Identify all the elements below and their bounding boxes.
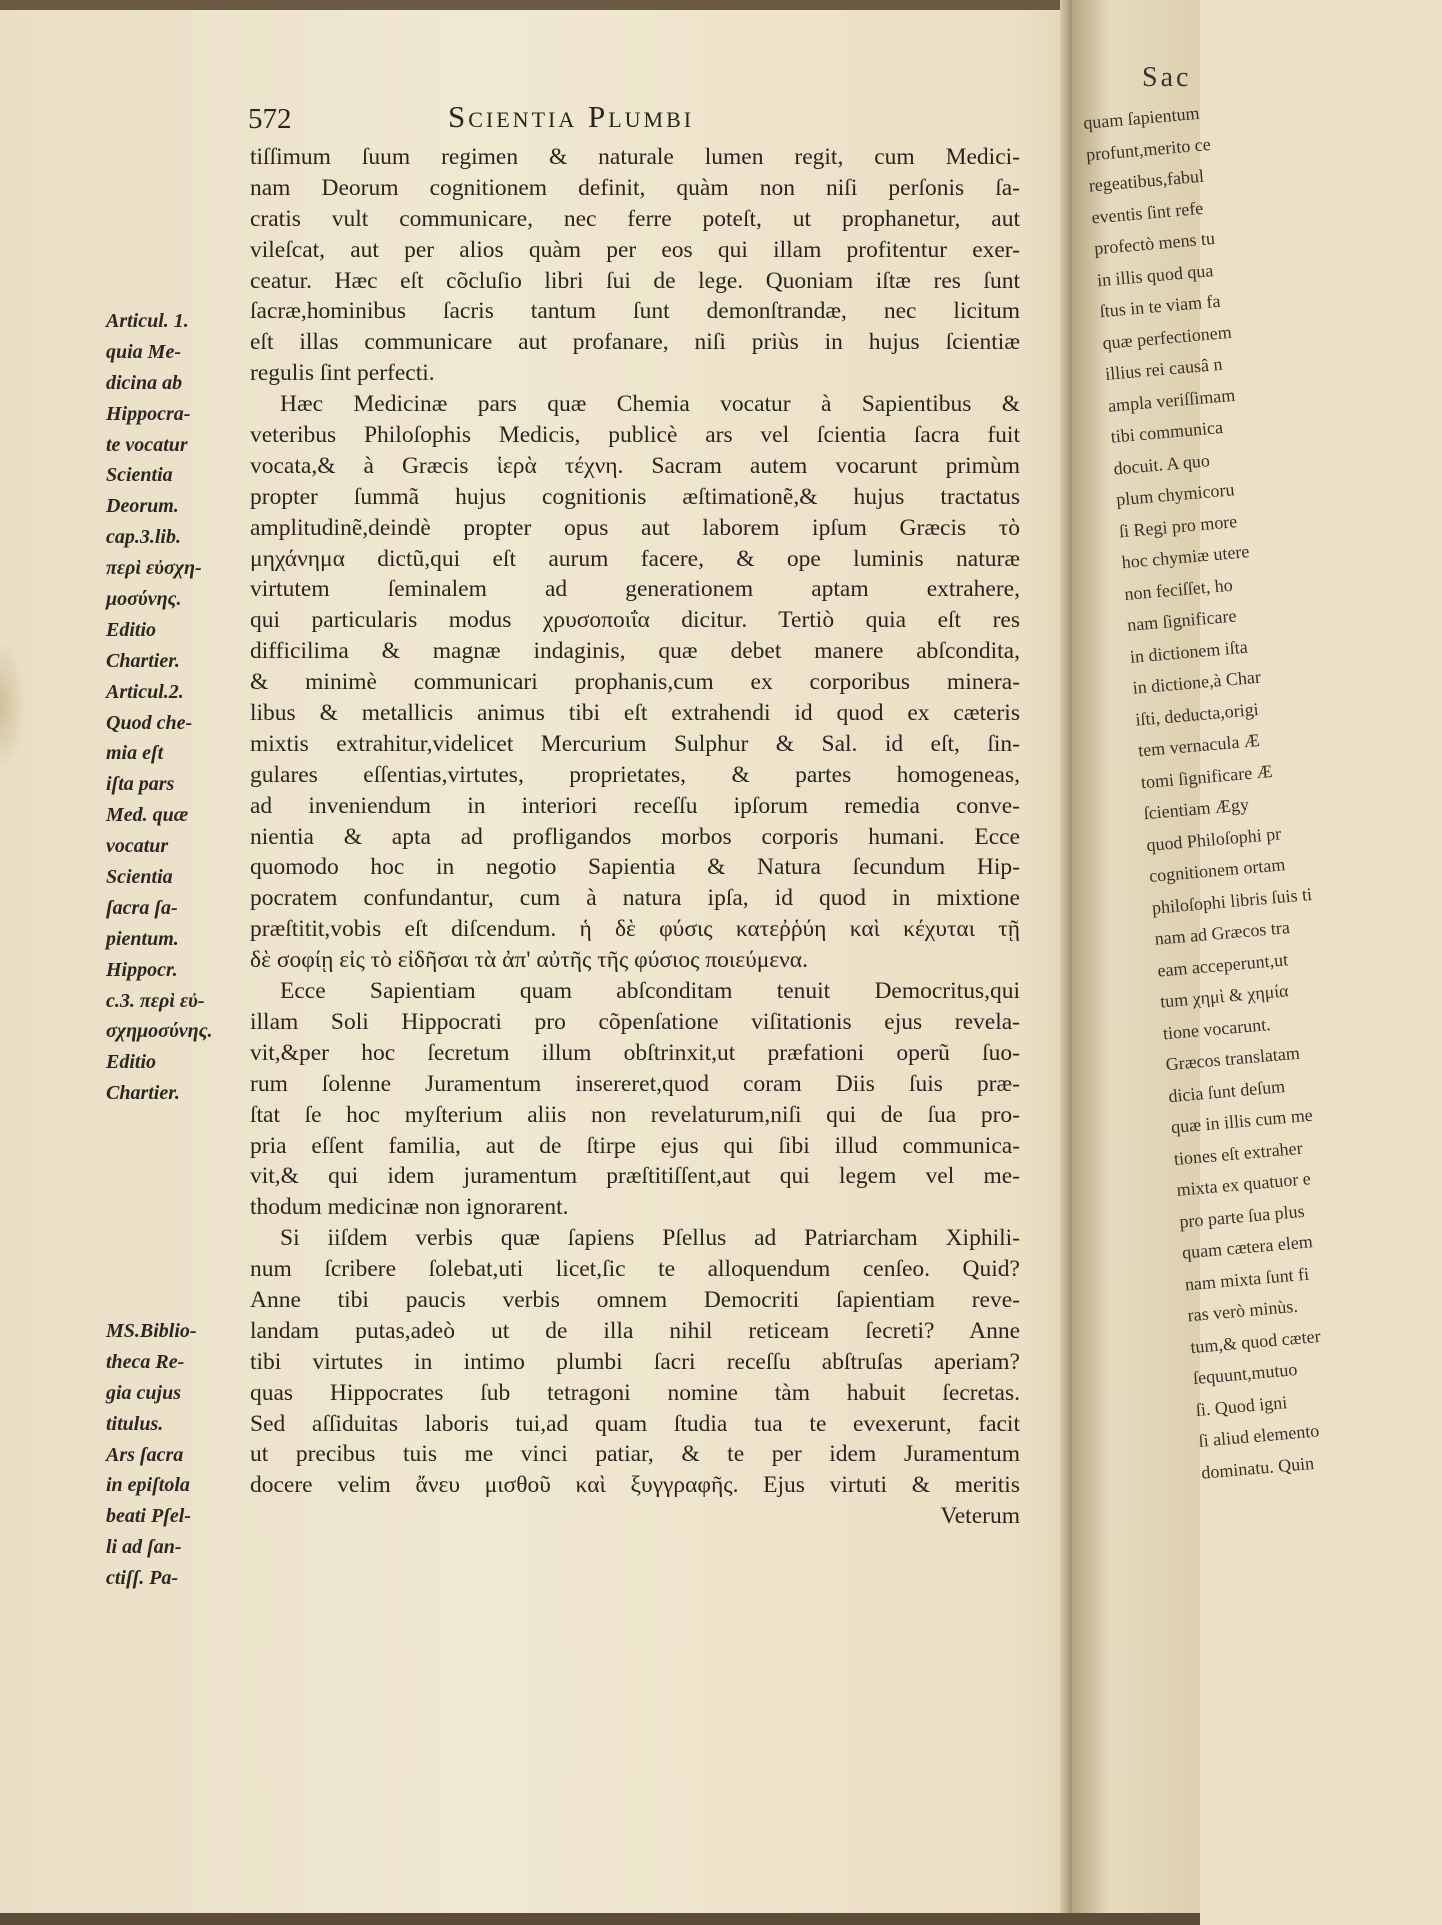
body-line: vocata,& à Græcis ἱερὰ τέχνη. Sacram autem vocarunt primùm: [250, 452, 1020, 479]
body-line: Si iiſdem verbis quæ ſapiens Pſellus ad Patriarcham Xiphili-: [280, 1225, 1020, 1252]
body-line: libus & metallicis animus tibi eſt extrahendi id quod ex cæteris: [250, 700, 1020, 727]
margin-note-line: Quod che-: [106, 711, 193, 734]
body-line: ſacræ,hominibus ſacris tantum ſunt demonſtrandæ, nec licitum: [250, 298, 1020, 325]
margin-note-manuscript: [106, 1316, 246, 1594]
facing-page-line: tum,& quod cæter: [1189, 1325, 1322, 1357]
facing-page-line: quam ſapientum: [1082, 102, 1201, 133]
margin-note-line: περὶ εὐσχη-: [106, 557, 202, 580]
margin-note-line: Scientia: [106, 866, 173, 889]
body-line: eſt illas communicare aut profanare, niſi priùs in hujus ſcientiæ: [250, 329, 1020, 356]
margin-note-line: Hippocra-: [106, 402, 191, 425]
body-line: regulis ſint perfecti.: [250, 360, 435, 387]
facing-page-line: pro parte ſua plus: [1178, 1200, 1306, 1232]
body-line: qui particularis modus χρυσοποιΐα dicitur. Tertiò quia eſt res: [250, 607, 1020, 634]
paper-stain: [0, 640, 26, 770]
margin-note-line: beati Pſel-: [106, 1505, 191, 1528]
facing-page-header: Sac: [1142, 62, 1192, 93]
facing-page-line: tomi ſignificare Æ: [1140, 760, 1274, 792]
facing-page-line: ſequunt,mutuo: [1192, 1359, 1299, 1389]
body-line: illam Soli Hippocrati pro cõpenſatione viſitationis ejus revela-: [250, 1008, 1020, 1035]
facing-page-line: iſti, deducta,origi: [1134, 698, 1260, 730]
facing-page-line: ſi aliud elemento: [1197, 1420, 1320, 1451]
margin-note-line: μοσύνης.: [106, 588, 182, 611]
body-line: tibi virtutes in intimo plumbi ſacri receſſu abſtruſas aperiam?: [250, 1348, 1020, 1375]
body-line: difficilima & magnæ indaginis, quæ debet manere abſcondita,: [250, 638, 1020, 665]
body-line: Ecce Sapientiam quam abſconditam tenuit Democritus,qui: [280, 978, 1020, 1005]
facing-page-line: tiones eſt extraher: [1173, 1137, 1304, 1169]
facing-page-line: tione vocarunt.: [1162, 1013, 1272, 1043]
facing-page-line: ſtus in te viam fa: [1098, 290, 1222, 322]
facing-page-line: plum chymicoru: [1115, 479, 1236, 510]
facing-page-line: dominatu. Quin: [1200, 1452, 1315, 1483]
facing-page-line: nam ſignificare: [1126, 605, 1238, 635]
margin-note-line: Articul.2.: [106, 680, 184, 703]
margin-note-line: ſacra ſa-: [106, 896, 178, 919]
margin-note-line: mia eſt: [106, 742, 164, 765]
body-line: nientia & apta ad profligandos morbos corporis humani. Ecce: [250, 823, 1020, 850]
facing-page-line: hoc chymiæ utere: [1120, 541, 1251, 573]
margin-note-line: Deorum.: [106, 495, 179, 518]
body-line: landam putas,adeò ut de illa nihil reticeam ſecreti? Anne: [250, 1317, 1020, 1344]
facing-page-line: dicia ſunt deſum: [1167, 1075, 1286, 1106]
facing-page-line: regeatibus,fabul: [1087, 165, 1205, 196]
facing-page-line: nam mixta ſunt fi: [1184, 1263, 1310, 1294]
body-line: Sed aſſiduitas laboris tui,ad quam ſtudia tua te evexerunt, facit: [250, 1410, 1020, 1437]
margin-note-line: vocatur: [106, 835, 169, 858]
facing-page-line: mixta ex quatuor e: [1175, 1168, 1312, 1200]
body-line: propter ſummã hujus cognitionis æſtimationẽ,& hujus tractatus: [250, 483, 1020, 510]
facing-page-line: profunt,merito ce: [1085, 133, 1212, 165]
body-line: vileſcat, aut per alios quàm per eos qui illam profitentur exer-: [250, 236, 1020, 263]
facing-page-line: illius rei causâ n: [1104, 353, 1224, 384]
body-line: quas Hippocrates ſub tetragoni nomine tàm habuit ſecretas.: [250, 1379, 1020, 1406]
margin-note-line: gia cujus: [106, 1381, 182, 1404]
margin-note-line: quia Me-: [106, 340, 181, 363]
margin-note-line: titulus.: [106, 1412, 164, 1435]
margin-note-line: te vocatur: [106, 433, 188, 456]
margin-note-line: li ad ſan-: [106, 1536, 182, 1559]
body-line: ſtat ſe hoc myſterium aliis non revelaturum,niſi qui de ſua pro-: [250, 1101, 1020, 1128]
facing-page-line: ſi Regi pro more: [1118, 510, 1238, 541]
margin-note-line: Hippocr.: [106, 958, 178, 981]
body-text: [250, 142, 1020, 1532]
facing-page-line: eam acceperunt,ut: [1156, 948, 1289, 981]
body-line: num ſcribere ſolebat,uti licet,ſic te alloquendum cenſeo. Quid?: [250, 1256, 1020, 1283]
body-line: nam Deorum cognitionem definit, quàm non niſi perſonis ſa-: [250, 174, 1020, 201]
margin-note-line: Editio: [106, 1051, 157, 1074]
body-line: amplitudinẽ,deindè propter opus aut laborem ipſum Græcis τὸ: [250, 514, 1020, 541]
body-line: ut precibus tuis me vinci patiar, & te per idem Juramentum: [250, 1441, 1020, 1468]
body-line: mixtis extrahitur,videlicet Mercurium Sulphur & Sal. id eſt, ſin-: [250, 730, 1020, 757]
margin-note-line: MS.Biblio-: [106, 1320, 197, 1342]
margin-note-line: Editio: [106, 618, 157, 641]
margin-note-line: ctiſſ. Pa-: [106, 1567, 179, 1590]
body-line: δὲ σοφίῃ εἰς τὸ εἰδῆσαι τὰ ἀπ' αὐτῆς τῆς φύσιος ποιεύμενα.: [250, 947, 808, 974]
body-line: virtutem ſeminalem ad generationem aptam extrahere,: [250, 576, 1020, 603]
body-line: cratis vult communicare, nec ferre poteſt, ut prophanetur, aut: [250, 205, 1020, 232]
body-line: μηχάνημα dictũ,qui eſt aurum facere, & ope luminis naturæ: [250, 545, 1020, 572]
facing-page-line: ſi. Quod igni: [1194, 1391, 1288, 1420]
body-line: vit,&per hoc ſecretum illum obſtrinxit,ut præfationi operũ ſuo-: [250, 1039, 1020, 1066]
facing-page-line: quod Philoſophi pr: [1145, 822, 1282, 855]
facing-page-line: ampla veriſſimam: [1107, 384, 1236, 416]
margin-note-line: Articul. 1.: [106, 310, 189, 332]
margin-note-line: c.3. περὶ εὐ-: [106, 989, 205, 1012]
facing-page-line: tum χημὶ & χημία: [1159, 980, 1290, 1012]
facing-page-line: non feciſſet, ho: [1123, 574, 1234, 604]
body-line: docere velim ἄνευ μισθοῦ καὶ ξυγγραφῆς. Ejus virtuti & meritis: [250, 1472, 1020, 1499]
margin-note-line: Med. quæ: [106, 804, 189, 827]
facing-page-text: [1082, 87, 1442, 1489]
page-top-edge: [0, 0, 1200, 10]
margin-note-line: theca Re-: [106, 1350, 185, 1373]
facing-page-line: tibi communica: [1109, 416, 1224, 447]
page-bottom-edge: [0, 1913, 1200, 1925]
margin-note-line: iſta pars: [106, 773, 175, 796]
facing-page-line: cognitionem ortam: [1148, 854, 1287, 887]
facing-page-line: Græcos translatam: [1164, 1042, 1301, 1075]
margin-note-line: in epiſtola: [106, 1474, 190, 1497]
running-head: Scientia Plumbi: [448, 99, 695, 134]
margin-note-line: dicina ab: [106, 371, 183, 394]
body-line: præſtitit,vobis eſt diſcendum. ἡ δὲ φύσις κατεῤῥύη καὶ κέχυται τῇ: [250, 916, 1020, 943]
facing-page-line: ras verò minùs.: [1186, 1295, 1299, 1326]
facing-page-line: docuit. A quo: [1112, 449, 1211, 479]
body-line: tiſſimum ſuum regimen & naturale lumen regit, cum Medici-: [250, 144, 1020, 170]
facing-page-line: philoſophi libris ſuis ti: [1151, 883, 1313, 918]
margin-note-line: cap.3.lib.: [106, 526, 181, 549]
body-line: & minimè communicari prophanis,cum ex corporibus minera-: [250, 669, 1020, 696]
body-line: ad inveniendum in interiori receſſu ipſorum remedia conve-: [250, 792, 1020, 819]
facing-page-line: quæ in illis cum me: [1170, 1104, 1314, 1138]
margin-note-line: pientum.: [106, 927, 179, 950]
margin-note-articles: [106, 306, 246, 1109]
margin-note-line: Chartier.: [106, 1082, 180, 1105]
facing-page-line: quam cætera elem: [1181, 1231, 1314, 1263]
body-line: quomodo hoc in negotio Sapientia & Natura ſecundum Hip-: [250, 854, 1020, 881]
facing-page-line: quæ perfectionem: [1101, 321, 1233, 353]
body-line: gulares eſſentias,virtutes, proprietates, & partes homogeneas,: [250, 761, 1020, 788]
facing-page-line: nam ad Græcos tra: [1153, 917, 1291, 949]
margin-note-line: Scientia: [106, 464, 173, 487]
margin-note-line: Chartier.: [106, 649, 180, 672]
body-line: Hæc Medicinæ pars quæ Chemia vocatur à Sapientibus &: [280, 391, 1020, 418]
facing-page-line: eventis ſint refe: [1090, 197, 1204, 228]
facing-page-line: in dictione,à Char: [1131, 666, 1262, 698]
facing-page-line: tem vernacula Æ: [1137, 729, 1261, 761]
body-line: veteribus Philoſophis Medicis, publicè ars vel ſcientia ſacra fuit: [250, 422, 1020, 449]
facing-page-line: in illis quod qua: [1096, 259, 1214, 290]
body-line: ceatur. Hæc eſt cõcluſio libri ſui de lege. Quoniam iſtæ res ſunt: [250, 267, 1020, 294]
margin-note-line: Ars ſacra: [106, 1443, 184, 1466]
body-line: Veterum: [940, 1503, 1020, 1530]
facing-page-line: profectò mens tu: [1093, 227, 1216, 259]
page-number: 572: [248, 103, 292, 135]
margin-note-line: σχημοσύνης.: [106, 1020, 213, 1043]
facing-page-line: in dictionem iſta: [1129, 636, 1249, 667]
body-line: Anne tibi paucis verbis omnem Democriti ſapientiam reve-: [250, 1286, 1020, 1313]
body-line: pria eſſent familia, aut de ſtirpe ejus qui ſibi illud communica-: [250, 1132, 1020, 1159]
facing-page-line: ſcientiam Ægy: [1142, 794, 1250, 824]
body-line: thodum medicinæ non ignorarent.: [250, 1194, 569, 1221]
body-line: vit,& qui idem juramentum præſtitiſſent,aut qui legem vel me-: [250, 1163, 1020, 1190]
body-line: rum ſolenne Juramentum insereret,quod coram Diis ſuis præ-: [250, 1070, 1020, 1097]
facing-page: [1072, 0, 1322, 1925]
body-line: pocratem confundantur, cum à natura ipſa, id quod in mixtione: [250, 885, 1020, 912]
